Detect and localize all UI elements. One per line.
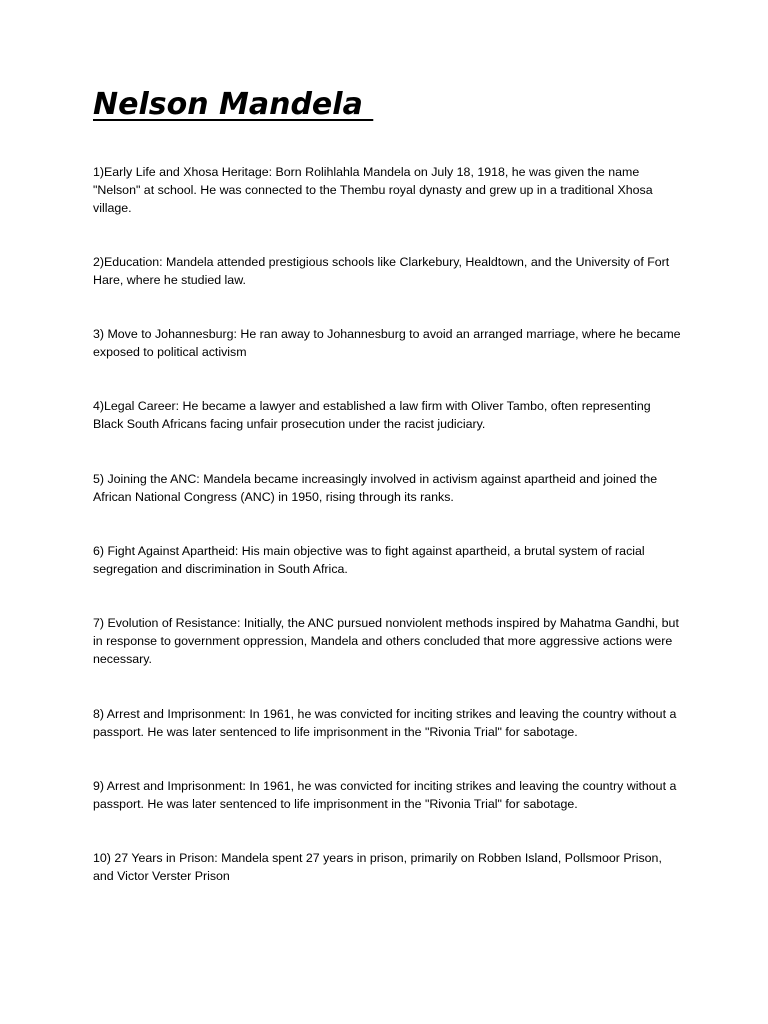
paragraph-arrest-and-imprisonment-repeat: 9) Arrest and Imprisonment: In 1961, he was convicted for inciting strikes and leaving the country without a passport. He was later sentenced to life imprisonment in the "Rivonia Trial" for sabotage. — [93, 779, 677, 811]
paragraph-fight-against-apartheid: 6) Fight Against Apartheid: His main objective was to fight against apartheid, a brutal system of racial segregation and discrimination in South Africa. — [93, 544, 645, 576]
paragraph-education: 2)Education: Mandela attended prestigious schools like Clarkebury, Healdtown, and the University of Fort Hare, where he studied law. — [93, 255, 670, 287]
document-title: Nelson Mandela — [93, 87, 374, 122]
paragraph-move-to-johannesburg: 3) Move to Johannesburg: He ran away to Johannesburg to avoid an arranged marriage, where he became exposed to political activism — [93, 327, 681, 359]
paragraph-joining-anc: 5) Joining the ANC: Mandela became increasingly involved in activism against apartheid and joined the African National Congress (ANC) in 1950, rising through its ranks. — [93, 472, 658, 504]
paragraph-legal-career: 4)Legal Career: He became a lawyer and established a law firm with Oliver Tambo, often representing Black South Africans facing unfair prosecution under the racist judiciary. — [93, 399, 651, 431]
paragraph-early-life: 1)Early Life and Xhosa Heritage: Born Rolihlahla Mandela on July 18, 1918, he was given the name "Nelson" at school. He was connected to the Thembu royal dynasty and grew up in a traditional Xhosa village. — [93, 165, 653, 215]
paragraph-arrest-and-imprisonment: 8) Arrest and Imprisonment: In 1961, he was convicted for inciting strikes and leaving the country without a passport. He was later sentenced to life imprisonment in the "Rivonia Trial" for sabotage. — [93, 707, 677, 739]
paragraph-years-in-prison: 10) 27 Years in Prison: Mandela spent 27 years in prison, primarily on Robben Island, Pollsmoor Prison, and Victor Verster Prison — [93, 851, 662, 883]
paragraph-evolution-of-resistance: 7) Evolution of Resistance: Initially, the ANC pursued nonviolent methods inspired by Mahatma Gandhi, but in response to government oppression, Mandela and others concluded that more aggressive actions were necessary. — [93, 616, 679, 666]
